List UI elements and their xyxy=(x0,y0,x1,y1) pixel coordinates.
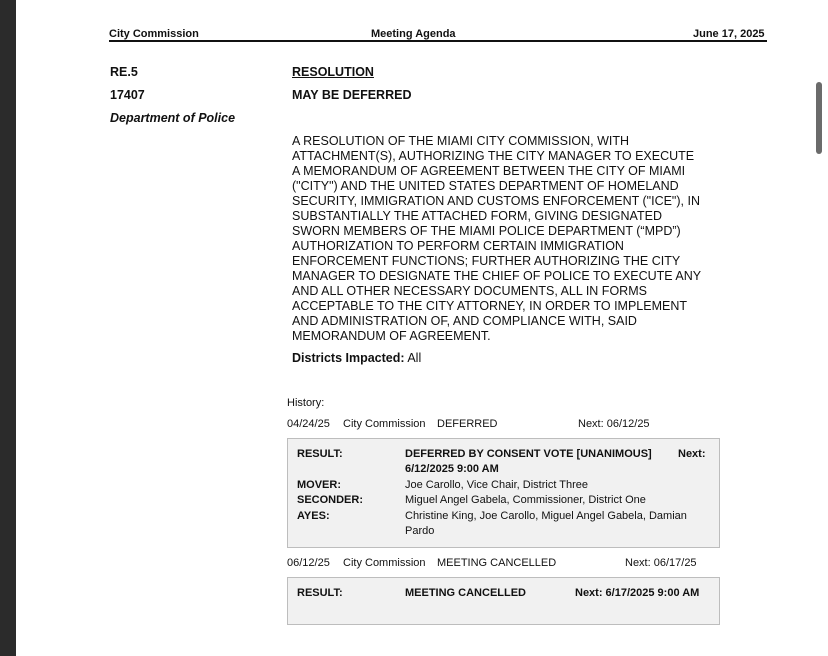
result-next-label: Next: xyxy=(678,448,706,460)
resolution-line: ATTACHMENT(S), AUTHORIZING THE CITY MANAGER TO EXECUTE xyxy=(292,149,695,163)
result-value: DEFERRED BY CONSENT VOTE [UNANIMOUS] xyxy=(405,448,652,460)
header-title: Meeting Agenda xyxy=(371,28,456,40)
history-date: 06/12/25 xyxy=(287,557,330,569)
document-page xyxy=(16,0,811,656)
history-label: History: xyxy=(287,397,325,409)
department: Department of Police xyxy=(110,111,236,125)
history-next: Next: 06/17/25 xyxy=(625,557,697,569)
mover-value: Joe Carollo, Vice Chair, District Three xyxy=(405,479,588,491)
item-status: MAY BE DEFERRED xyxy=(292,88,412,102)
item-number: RE.5 xyxy=(110,65,138,79)
resolution-line: AND ALL OTHER NECESSARY DOCUMENTS, ALL IN FORMS xyxy=(292,284,647,298)
resolution-line: MEMORANDUM OF AGREEMENT. xyxy=(292,329,491,343)
header-date: June 17, 2025 xyxy=(693,28,765,40)
history-date: 04/24/25 xyxy=(287,418,330,430)
result-next-value: 6/12/2025 9:00 AM xyxy=(405,463,499,475)
result-value: MEETING CANCELLED xyxy=(405,587,526,599)
item-type: RESOLUTION xyxy=(292,65,374,79)
ayes-label: AYES: xyxy=(297,510,330,522)
seconder-label: SECONDER: xyxy=(297,494,364,506)
resolution-line: AUTHORIZATION TO PERFORM CERTAIN IMMIGRATION xyxy=(292,239,624,253)
header-rule xyxy=(109,40,767,42)
resolution-line: SUBSTANTIALLY THE ATTACHED FORM, GIVING DESIGNATED xyxy=(292,209,662,223)
resolution-line: ("CITY") AND THE UNITED STATES DEPARTMENT OF HOMELAND xyxy=(292,179,679,193)
history-action: DEFERRED xyxy=(437,418,498,430)
resolution-line: SECURITY, IMMIGRATION AND CUSTOMS ENFORCEMENT ("ICE"), IN xyxy=(292,194,700,208)
result-next: Next: 6/17/2025 9:00 AM xyxy=(575,587,700,599)
history-next: Next: 06/12/25 xyxy=(578,418,650,430)
resolution-line: A MEMORANDUM OF AGREEMENT BETWEEN THE CITY OF MIAMI xyxy=(292,164,686,178)
resolution-line: A RESOLUTION OF THE MIAMI CITY COMMISSION, WITH xyxy=(292,134,630,148)
file-id: 17407 xyxy=(110,88,145,102)
resolution-line: MANAGER TO DESIGNATE THE CHIEF OF POLICE TO EXECUTE ANY xyxy=(292,269,702,283)
seconder-value: Miguel Angel Gabela, Commissioner, District One xyxy=(405,494,646,506)
districts-label: Districts Impacted: xyxy=(292,351,405,365)
ayes-value-line2: Pardo xyxy=(405,525,435,537)
history-body: City Commission xyxy=(343,418,426,430)
mover-label: MOVER: xyxy=(297,479,341,491)
history-result-box xyxy=(287,438,720,548)
history-result-box xyxy=(287,577,720,625)
scrollbar-thumb[interactable] xyxy=(816,82,822,154)
resolution-line: AND ADMINISTRATION OF, AND COMPLIANCE WITH, SAID xyxy=(292,314,637,328)
result-label: RESULT: xyxy=(297,587,343,599)
history-action: MEETING CANCELLED xyxy=(437,557,557,569)
districts-value: All xyxy=(407,351,422,365)
ayes-value-line1: Christine King, Joe Carollo, Miguel Angel Gabela, Damian xyxy=(405,510,687,522)
header-committee: City Commission xyxy=(109,28,199,40)
history-body: City Commission xyxy=(343,557,426,569)
resolution-line: ACCEPTABLE TO THE CITY ATTORNEY, IN ORDER TO IMPLEMENT xyxy=(292,299,688,313)
resolution-text xyxy=(292,134,732,344)
result-label: RESULT: xyxy=(297,448,343,460)
resolution-line: SWORN MEMBERS OF THE MIAMI POLICE DEPARTMENT (“MPD”) xyxy=(292,224,681,238)
vertical-scrollbar[interactable] xyxy=(811,0,828,656)
resolution-line: ENFORCEMENT FUNCTIONS; FURTHER AUTHORIZING THE CITY xyxy=(292,254,681,268)
districts-impacted xyxy=(292,351,421,365)
